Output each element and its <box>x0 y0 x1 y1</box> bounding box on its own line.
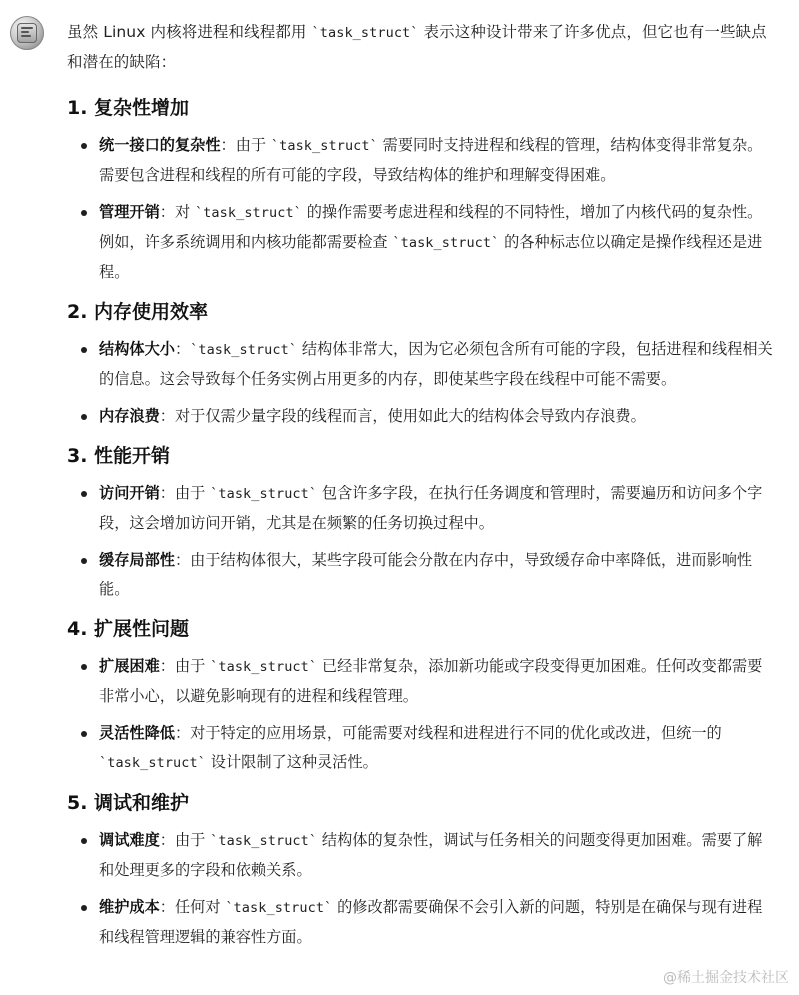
section-title: 5. 调试和维护 <box>67 792 190 814</box>
sections-container <box>67 95 775 952</box>
section-title: 3. 性能开销 <box>67 445 171 467</box>
intro-prefix: 虽然 Linux 内核将进程和线程都用 <box>67 23 312 41</box>
section-title: 4. 扩展性问题 <box>67 618 190 640</box>
section-title: 2. 内存使用效率 <box>67 301 209 323</box>
bullet-text: ： <box>174 340 191 358</box>
bullet-text: ：由于 <box>159 657 211 675</box>
inline-code: `task_struct` <box>270 138 378 154</box>
bullet-text: 的修改都需要确保不会引入新的问题，特别是在确保与现有进程和线程管理逻辑的兼容性方面。 <box>99 898 763 946</box>
assistant-avatar-icon <box>10 16 44 50</box>
intro-paragraph <box>67 18 775 77</box>
bullet-text: ：由于 <box>220 136 271 154</box>
bullet-term: 灵活性降低 <box>99 724 175 742</box>
bullet-text: ：由于 <box>159 484 211 502</box>
bullet-item <box>67 402 775 431</box>
bullet-term: 访问开销 <box>99 484 160 502</box>
bullet-term: 管理开销 <box>99 203 160 221</box>
bullet-term: 结构体大小 <box>99 340 175 358</box>
section-4 <box>67 616 775 778</box>
bullet-text: 结构体非常大，因为它必须包含所有可能的字段，包括进程和线程相关的信息。这会导致每个任务实例占用更多的内存，即使某些字段在线程中可能不需要。 <box>99 340 773 388</box>
bullet-item <box>67 652 775 711</box>
bullet-item <box>67 719 775 778</box>
avatar-badge <box>17 23 37 43</box>
inline-code: `task_struct` <box>210 833 318 849</box>
bullet-text: ：对于仅需少量字段的线程而言，使用如此大的结构体会导致内存浪费。 <box>159 407 646 425</box>
bullet-list <box>67 826 775 952</box>
section-3 <box>67 443 775 604</box>
bullet-list <box>67 335 775 431</box>
bullet-term: 统一接口的复杂性 <box>99 136 221 154</box>
section-2 <box>67 299 775 431</box>
avatar-line <box>21 31 29 33</box>
intro-suffix: 表示这种设计带来了许多优点，但它也有一些缺点和潜在的缺陷： <box>67 23 767 71</box>
section-title: 1. 复杂性增加 <box>67 97 190 119</box>
bullet-text: 的操作需要考虑进程和线程的不同特性，增加了内核代码的复杂性。例如，许多系统调用和内核功能都需要检查 <box>99 203 763 251</box>
bullet-text: ：任何对 <box>159 898 226 916</box>
bullet-term: 调试难度 <box>99 831 160 849</box>
bullet-list <box>67 131 775 287</box>
bullet-list <box>67 652 775 778</box>
inline-code: `task_struct` <box>210 486 318 502</box>
inline-code: `task_struct` <box>225 900 333 916</box>
bullet-term: 内存浪费 <box>99 407 160 425</box>
bullet-text: 已经非常复杂，添加新功能或字段变得更加困难。任何改变都需要非常小心，以避免影响现有的进程和线程管理。 <box>99 657 763 705</box>
section-5 <box>67 790 775 952</box>
avatar-line <box>21 35 31 37</box>
bullet-item <box>67 479 775 538</box>
bullet-text: ：对 <box>159 203 195 221</box>
bullet-text: ：对于特定的应用场景，可能需要对线程和进程进行不同的优化或改进，但统一的 <box>174 724 722 742</box>
intro-code: `task_struct` <box>311 25 419 41</box>
bullet-term: 维护成本 <box>99 898 160 916</box>
bullet-text: 结构体的复杂性，调试与任务相关的问题变得更加困难。需要了解和处理更多的字段和依赖关系。 <box>99 831 763 879</box>
avatar-line <box>21 27 33 29</box>
section-1 <box>67 95 775 287</box>
bullet-text: 需要同时支持进程和线程的管理，结构体变得非常复杂。需要包含进程和线程的所有可能的字段，导致结构体的维护和理解变得困难。 <box>99 136 763 184</box>
bullet-item <box>67 335 775 394</box>
bullet-term: 扩展困难 <box>99 657 160 675</box>
bullet-text: ：由于 <box>159 831 211 849</box>
bullet-text: 设计限制了这种灵活性。 <box>205 753 378 771</box>
bullet-item <box>67 826 775 885</box>
watermark: @稀土掘金技术社区 <box>663 970 789 986</box>
assistant-message <box>67 18 775 960</box>
inline-code: `task_struct` <box>392 235 500 251</box>
bullet-text: 包含许多字段，在执行任务调度和管理时，需要遍历和访问多个字段，这会增加访问开销，尤其是在频繁的任务切换过程中。 <box>99 484 763 532</box>
inline-code: `task_struct` <box>210 659 318 675</box>
bullet-item <box>67 893 775 952</box>
bullet-item <box>67 131 775 190</box>
inline-code: `task_struct` <box>194 205 302 221</box>
inline-code: `task_struct` <box>190 342 298 358</box>
bullet-item <box>67 546 775 604</box>
bullet-text: 的各种标志位以确定是操作线程还是进程。 <box>99 233 763 281</box>
inline-code: `task_struct` <box>99 755 206 771</box>
bullet-term: 缓存局部性 <box>99 551 175 569</box>
bullet-item <box>67 198 775 287</box>
bullet-list <box>67 479 775 604</box>
bullet-text: ：由于结构体很大，某些字段可能会分散在内存中，导致缓存命中率降低，进而影响性能。 <box>99 551 753 598</box>
